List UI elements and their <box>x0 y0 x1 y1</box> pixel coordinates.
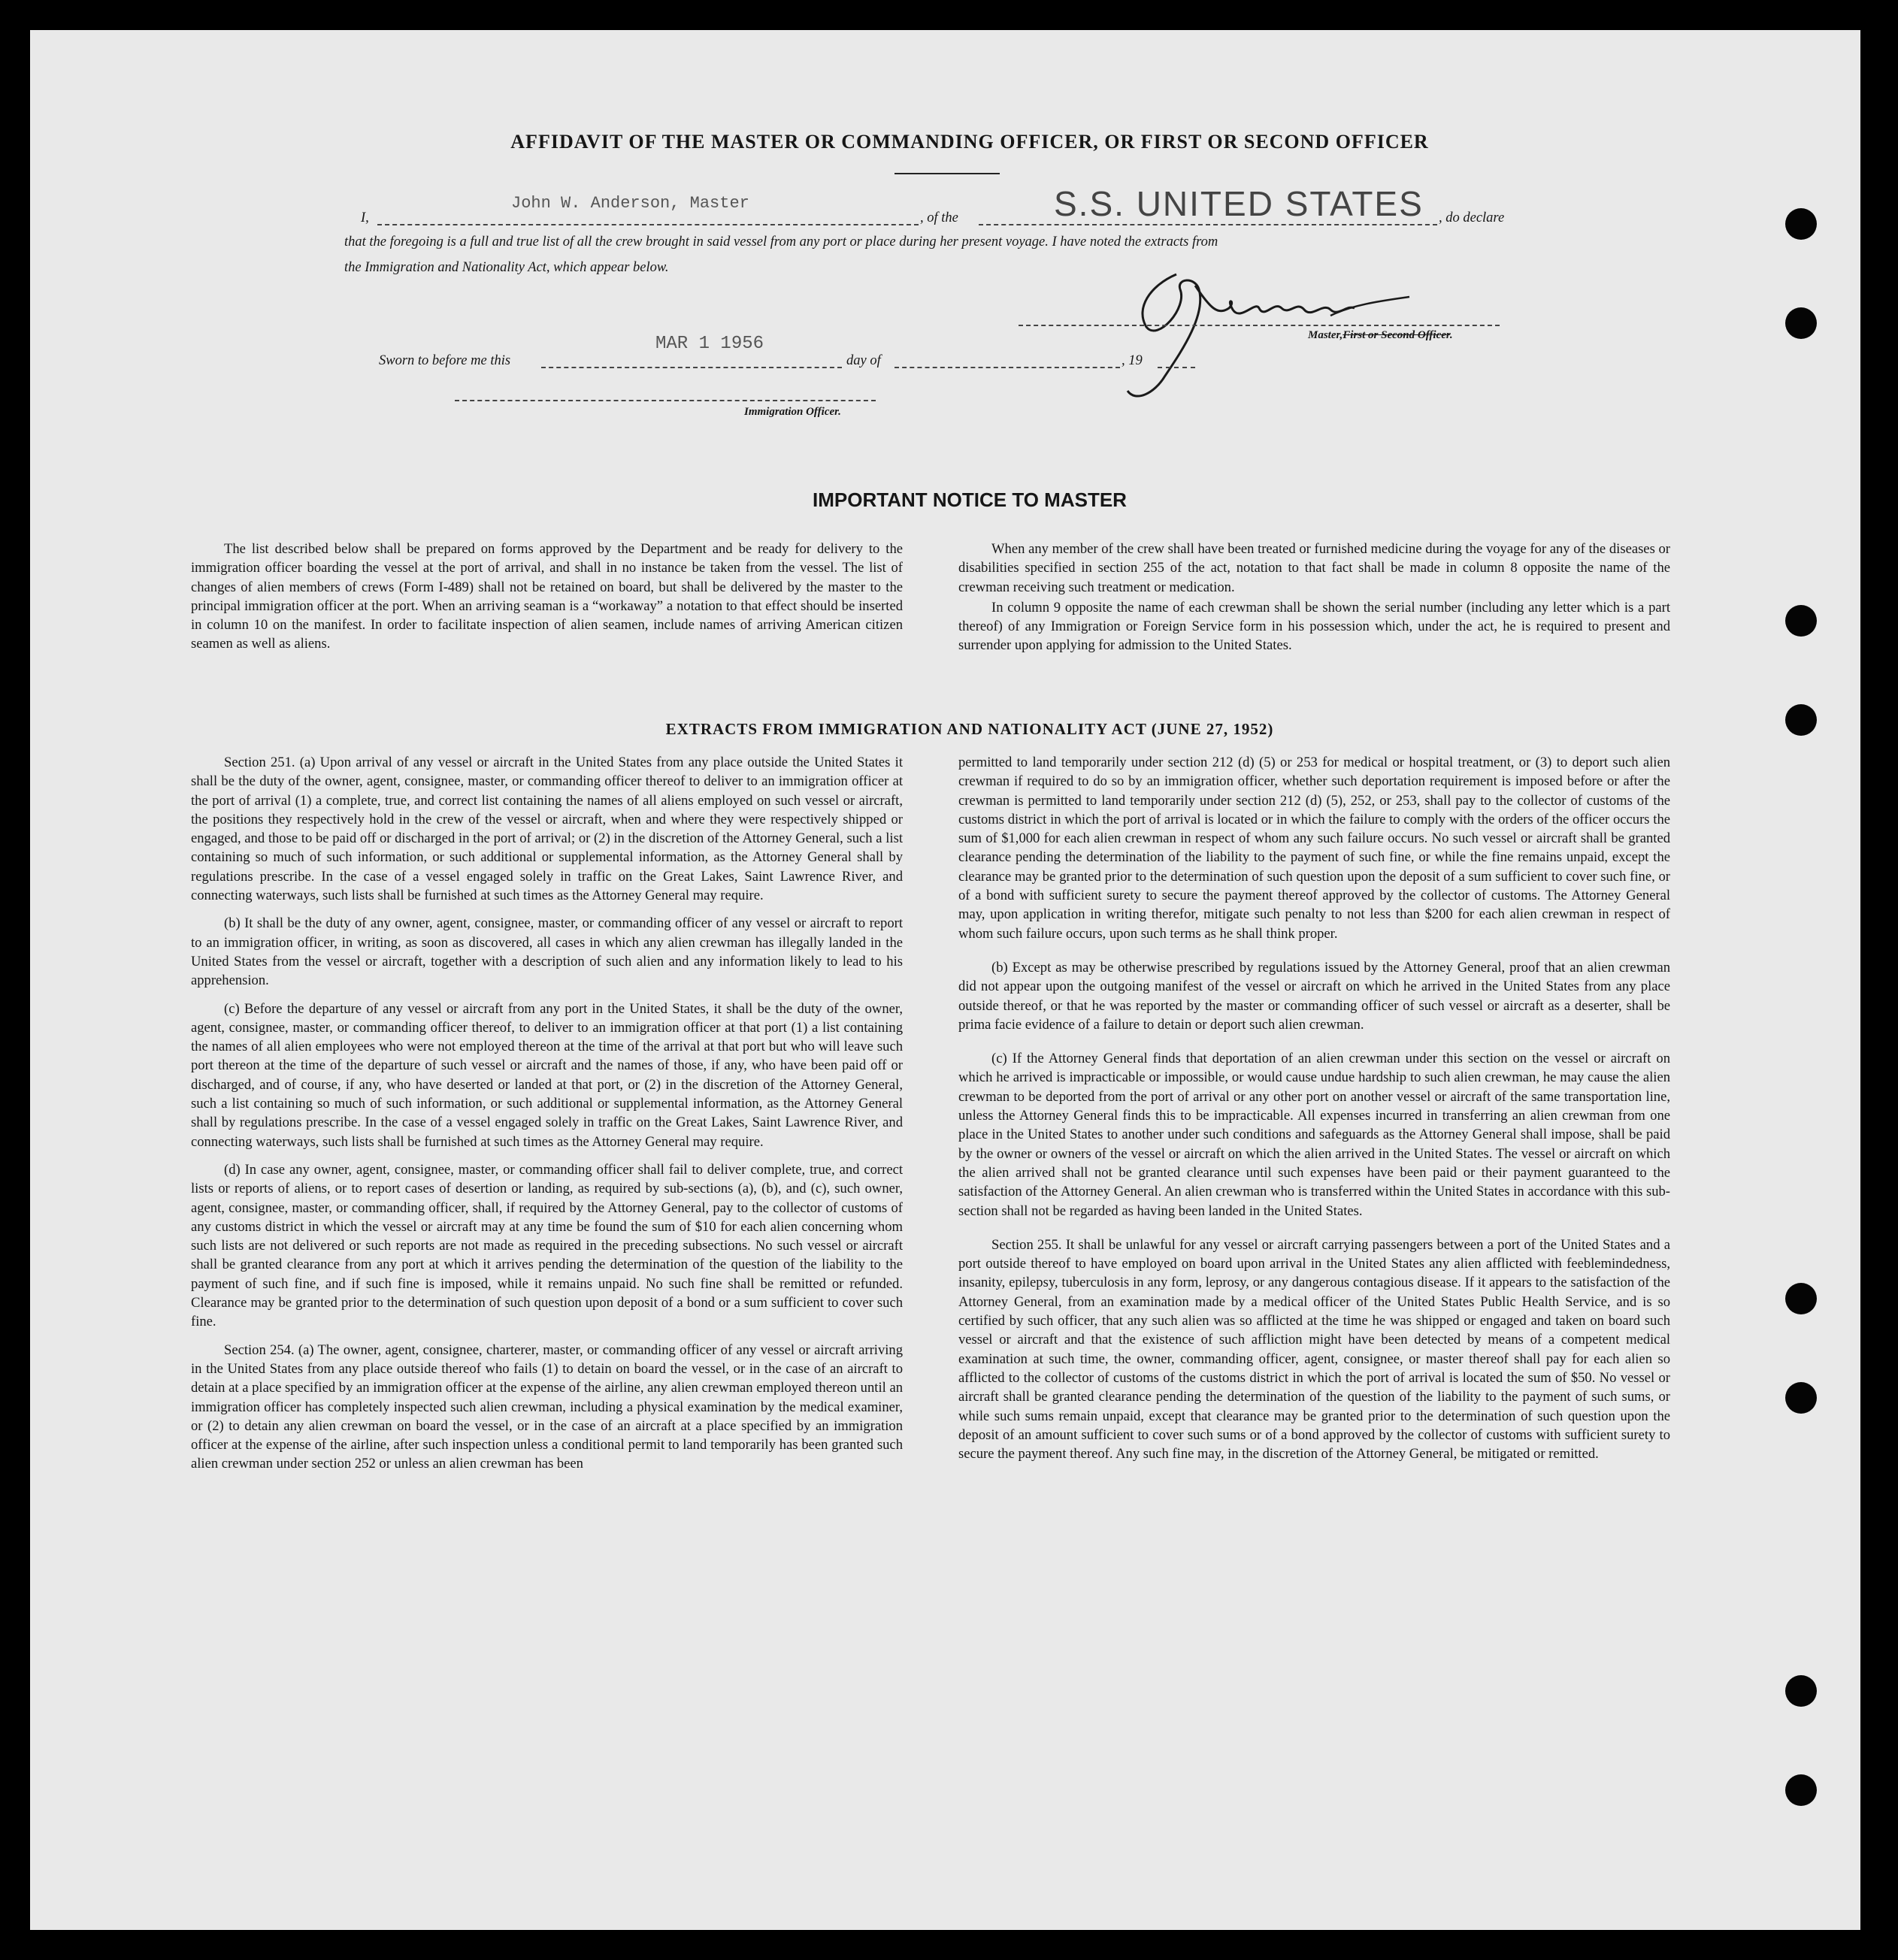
binder-hole-icon <box>1785 307 1817 339</box>
extract-section-255: Section 255. It shall be unlawful for any vessel or aircraft carrying passengers between a port of the United States and a port outside thereof to have employed on board upon arrival in the United States any alien afflicted with feeblemindedness, insanity, epilepsy, tuberculosis in any form, leprosy, or any dangerous contagious disease. If it appears to the satisfaction of the Attorney General, from an examination made by a medical officer of the United States Public Health Service, and is so certified by such officer, that any such alien was so afflicted at the time he was shipped or engaged and taken on board such vessel or aircraft and that the existence of such affliction might have been detected by means of a competent medical examination at such time, the owner, commanding officer, agent, consignee, or master thereof shall pay for each alien so afflicted to the collector of customs of the customs district in which the port of arrival is located the sum of $50. No vessel or aircraft shall be granted clearance pending the determination of the question of the liability to the payment of such sums, or while such sums remain unpaid, except that clearance may be granted prior to the determination of such question upon the deposit of an amount sufficient to cover such sums or of a bond approved by the collector of customs with sufficient surety to secure the payment thereof. Any such fine may, in the discretion of the Attorney General, be mitigated or remitted. <box>958 1236 1670 1462</box>
extract-section-251c: (c) Before the departure of any vessel or aircraft from any port in the United States, it shall be the duty of the owner, agent, consignee, master, or commanding officer thereof, to deliver to an immigration officer at that port (1) a list containing the names of all alien employees who were not employed thereon at the time of the arrival at that port but who will leave such port thereon at the time of the departure of such vessel or aircraft and the names of those, if any, who have been paid off or discharged, and of course, if any, who have deserted or landed at that port, or (2) in the discretion of the Attorney General, such a list containing so much of such information, or such additional or supplemental information, as the Attorney General shall by regulations prescribe. In the case of a vessel engaged solely in traffic on the Great Lakes, Saint Lawrence River, and connecting waterways, such lists shall be furnished at such times as the Attorney General may require. <box>191 1000 903 1150</box>
extract-section-251d: (d) In case any owner, agent, consignee, master, or commanding officer shall fail to deliver complete, true, and correct lists or reports of aliens, or to report cases of desertion or landing, as required by sub-sections (a), (b), and (c), such owner, agent, consignee, master, or commanding officer, shall, if required by the Attorney General, pay to the collector of customs of any customs district in which the vessel or aircraft may at any time be found the sum of $10 for each alien concerning whom such lists are not delivered or such reports are not made as required in the preceding subsections. No such vessel or aircraft shall be granted clearance from any port at which it arrives pending the determination of the question of the liability to the payment of such fine, and if such fine is imposed, while it remains unpaid. No such fine shall be remitted or refunded. Clearance may be granted prior to the determination of such question upon deposit of a bond or a sum sufficient to cover such fine. <box>191 1161 903 1330</box>
year-line <box>1158 367 1195 368</box>
sworn-stamp: MAR 1 1956 <box>655 334 764 354</box>
immigration-officer-label: Immigration Officer. <box>744 406 841 418</box>
declarant-typed: John W. Anderson, Master <box>511 194 749 213</box>
affidavit-line-3: the Immigration and Nationality Act, which appear below. <box>344 260 669 275</box>
master-text: Master, <box>1308 329 1343 341</box>
affidavit-line-2: that the foregoing is a full and true list of all the crew brought in said vessel from any port or place during her present voyage. I have noted the extracts from <box>344 234 1218 250</box>
notice-right-paragraph-2: In column 9 opposite the name of each crewman shall be shown the serial number (including any letter which is a part thereof) of any Immigration or Foreign Service form in his possession which, under the act, he is required to present and surrender upon applying for admission to the United States. <box>958 599 1670 654</box>
notice-left-paragraph: The list described below shall be prepared on forms approved by the Department and be ready for delivery to the immigration officer boarding the vessel at the port of arrival, and shall in no instance be taken from the vessel. The list of changes of alien members of crews (Form I-489) shall not be retained on board, but shall be delivered by the master to the principal immigration officer at the port. When an arriving seaman is a “workaway” a notation to that effect should be inserted in column 10 on the manifest. In order to facilitate inspection of alien seamen, include names of arriving American citizen seamen as well as aliens. <box>191 541 903 652</box>
of-the-label: , of the <box>920 210 958 225</box>
notice-right-column <box>958 540 1670 664</box>
extract-section-254c: (c) If the Attorney General finds that deportation of an alien crewman under this section on the vessel or aircraft on which he arrived is impracticable or impossible, or would cause undue hardship to such alien crewman, he may cause the alien crewman to be deported from the port of arrival or any other port on another vessel or aircraft of the same transportation line, unless the Attorney General finds this to be impracticable. All expenses incurred in transferring an alien crewman from one place in the United States to another under such conditions and safeguards as the Attorney General shall impose, shall be paid by the owner or owners of the vessel or aircraft on which the alien arrived in the United States. The vessel or aircraft on which the alien arrived shall not be granted clearance until such expenses have been paid or their payment guaranteed to the satisfaction of the Attorney General. An alien crewman who is transferred within the United States in accordance with this sub-section shall not be regarded as having been landed in the United States. <box>958 1051 1670 1219</box>
i-label: I, <box>361 210 369 225</box>
binder-hole-icon <box>1785 605 1817 637</box>
declarant-line <box>377 224 919 225</box>
document-page <box>30 30 1860 1930</box>
binder-hole-icon <box>1785 1675 1817 1707</box>
vessel-stamp: S.S. UNITED STATES <box>1054 184 1424 223</box>
affidavit-title: AFFIDAVIT OF THE MASTER OR COMMANDING OFFICER, OR FIRST OR SECOND OFFICER <box>510 131 1429 153</box>
year-label: , 19 <box>1122 353 1143 368</box>
extracts-right-column <box>958 753 1670 1472</box>
sworn-label: Sworn to before me this <box>379 353 511 368</box>
extract-section-254a: Section 254. (a) The owner, agent, consignee, charterer, master, or commanding officer of any vessel or aircraft arriving in the United States from any place outside thereof who fails (1) to detain on board the vessel, or in the case of an aircraft to detain at a place specified by an immigration officer at the expense of the airline, any alien crewman employed thereon until an immigration officer has completely inspected such alien crewman, including a physical examination by the medical examiner, or (2) to detain any alien crewman on board the vessel, or in the case of an aircraft at a place specified by an immigration officer at the expense of the airline, after such inspection unless a conditional permit to land temporarily has been granted such alien crewman under section 252 or unless an alien crewman has been <box>191 1341 903 1472</box>
extracts-left-column <box>191 753 903 1483</box>
master-label <box>1308 329 1453 342</box>
binder-hole-icon <box>1785 1774 1817 1806</box>
extract-section-251a: Section 251. (a) Upon arrival of any vessel or aircraft in the United States from any place outside the United States it shall be the duty of the owner, agent, consignee, master, or commanding officer thereof to deliver to an immigration officer at the port of arrival (1) a complete, true, and correct list containing the names of all aliens employed on such vessel or aircraft, the positions they respectively hold in the crew of the vessel or aircraft, when and where they were respectively shipped or engaged, and those to be paid off or discharged in the port of arrival; or (2) in the discretion of the Attorney General, such a list containing so much of such information, or such additional or supplemental information, as the Attorney General shall by regulations prescribe. In the case of a vessel engaged solely in traffic on the Great Lakes, Saint Lawrence River, and connecting waterways, such lists shall be furnished at such times as the Attorney General may require. <box>191 755 903 904</box>
binder-hole-icon <box>1785 208 1817 240</box>
master-struck-text: First or Second Officer <box>1343 329 1450 341</box>
notice-right-paragraph-1: When any member of the crew shall have been treated or furnished medicine during the voyage for any of the diseases or disabilities specified in section 255 of the act, notation to that fact shall be made in column 8 opposite the name of the crewman receiving such treatment or medication. <box>958 541 1670 595</box>
notice-title: IMPORTANT NOTICE TO MASTER <box>813 488 1127 511</box>
day-of-label: day of <box>846 353 881 368</box>
extracts-title: EXTRACTS FROM IMMIGRATION AND NATIONALITY ACT (JUNE 27, 1952) <box>665 720 1274 738</box>
extract-section-251b: (b) It shall be the duty of any owner, agent, consignee, master, or commanding officer of any vessel or aircraft to report to an immigration officer, in writing, as soon as discovered, all cases in which any alien crewman has illegally landed in the United States from the vessel or aircraft, together with a description of such alien and any information likely to lead to his apprehension. <box>191 915 903 989</box>
signature-line <box>1019 325 1500 326</box>
immigration-officer-line <box>455 400 876 401</box>
master-end: . <box>1449 329 1453 341</box>
binder-hole-icon <box>1785 1382 1817 1414</box>
vessel-line <box>979 224 1437 225</box>
extract-section-254a-cont: permitted to land temporarily under section 212 (d) (5) or 253 for medical or hospital treatment, or (3) to deport such alien crewman if required to do so by an immigration officer, whether such deportation requirement is imposed before or after the crewman is permitted to land temporarily under section 212 (d) (5), 252, or 253, shall pay to the collector of customs of the customs district in which the port of arrival is located or in which the failure to comply with the orders of the officer occurs the sum of $1,000 for each alien crewman in respect of whom any such failure occurs. No such vessel or aircraft shall be granted clearance pending the determination of the liability to the payment of such fine, or while the fine remains unpaid, except the clearance may be granted prior to the determination of such question upon the deposit of a sum sufficient to cover such fine, or of a bond with sufficient surety to secure the payment thereof approved by the collector of customs. The Attorney General may, upon application in writing therefor, mitigate such penalty to not less than $200 for each alien crewman in respect of whom such failure occurs, upon such terms as he shall think proper. <box>958 755 1670 942</box>
title-rule <box>895 173 1000 174</box>
sworn-date-line <box>541 367 842 368</box>
month-line <box>895 367 1120 368</box>
do-declare-label: , do declare <box>1439 210 1505 225</box>
binder-hole-icon <box>1785 1283 1817 1314</box>
notice-left-column <box>191 540 903 663</box>
binder-hole-icon <box>1785 704 1817 736</box>
extract-section-254b: (b) Except as may be otherwise prescribed by regulations issued by the Attorney General, proof that an alien crewman did not appear upon the outgoing manifest of the vessel or aircraft on which he arrived in the United States from any place outside thereof, or that he was reported by the master or commanding officer of such vessel or aircraft as a deserter, shall be prima facie evidence of a failure to detain or deport such alien crewman. <box>958 959 1670 1033</box>
